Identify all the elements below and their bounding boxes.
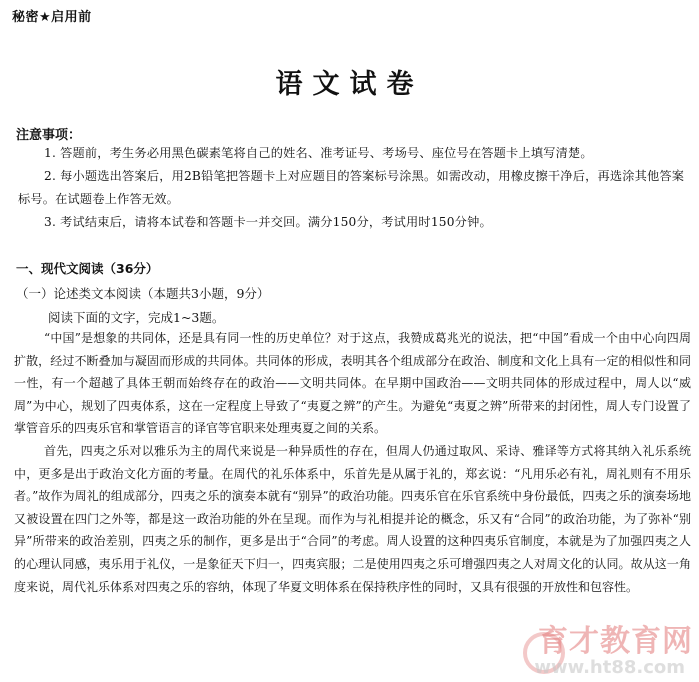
watermark-url: www.ht88.com: [534, 657, 685, 678]
subsection-heading: （一）论述类文本阅读（本题共3小题，9分）: [16, 286, 270, 301]
passage-paragraph: 首先，四夷之乐对以雅乐为主的周代来说是一种异质性的存在，但周人仍通过取风、采诗、雅译等方式将其纳入礼乐系统中，更多是出于政治文化方面的考量。在周代的礼乐体系中，乐首先是从属于礼的，郑玄说：“凡用乐必有礼，周礼则有不用乐者。”故作为周礼的组成部分，四夷之乐的演奏本就有“别异”的政治功能。四夷乐官在乐官系统中身份最低，四夷之乐的演奏场地又被设置在四门之外等，都是这一政治功能的外在呈现。而作为与礼相提并论的概念，乐又有“合同”的政治功能，为了弥补“别异”所带来的政治差别，四夷之乐的制作，更多是出于“合同”的考虑。周人设置的这种四夷乐官制度，本就是为了加强四夷之人的心理认同感，夷乐用于礼仪，一是象征天下归一，四夷宾服；二是使用四夷之乐可增强四夷之人对周文化的认同。故从这一角度来说，周代礼乐体系对四夷之乐的容纳，体现了华夏文明体系在保持秩序性的同时，又具有很强的开放性和包容性。: [14, 443, 691, 594]
watermark-brand: 育才教育网: [538, 624, 693, 659]
note-item: 3. 考试结束后，请将本试卷和答题卡一并交回。满分150分，考试用时150分钟。: [44, 215, 492, 229]
reading-passage: [14, 327, 691, 598]
note-item: 1. 答题前，考生务必用黑色碳素笔将自己的姓名、准考证号、考场号、座位号在答题卡上填写清楚。: [44, 146, 593, 160]
notes-list: [18, 142, 689, 234]
passage-paragraph: “中国”是想象的共同体，还是具有同一性的历史单位？对于这点，我赞成葛兆光的说法，把“中国”看成一个由中心向四周扩散，经过不断叠加与凝固而形成的共同体。共同体的形成，表明其各个组成部分在政治、制度和文化上具有一定的相似性和同一性，有一个超越了具体王朝而始终存在的政治——文明共同体。在早期中国政治——文明共同体的形成过程中，周人以“威周”为中心，规划了四夷体系，这在一定程度上导致了“夷夏之辨”的产生。为避免“夷夏之辨”所带来的封闭性，周人专门设置了掌管音乐的四夷乐官和掌管语言的译官等官职来处理夷夏之间的关系。: [14, 331, 691, 436]
section-heading: 一、现代文阅读（36分）: [16, 261, 159, 276]
secret-label: 秘密★启用前: [12, 10, 92, 25]
reading-instruction: 阅读下面的文字，完成1~3题。: [48, 310, 225, 325]
notes-heading: 注意事项：: [16, 128, 82, 143]
page-title: 语文试卷: [275, 69, 424, 100]
watermark-logo: [523, 616, 693, 678]
note-item: 2. 每小题选出答案后，用2B铅笔把答题卡上对应题目的答案标号涂黑。如需改动，用橡皮擦干净后，再选涂其他答案标号。在试题卷上作答无效。: [18, 169, 685, 206]
watermark-ring-icon: [523, 632, 565, 674]
